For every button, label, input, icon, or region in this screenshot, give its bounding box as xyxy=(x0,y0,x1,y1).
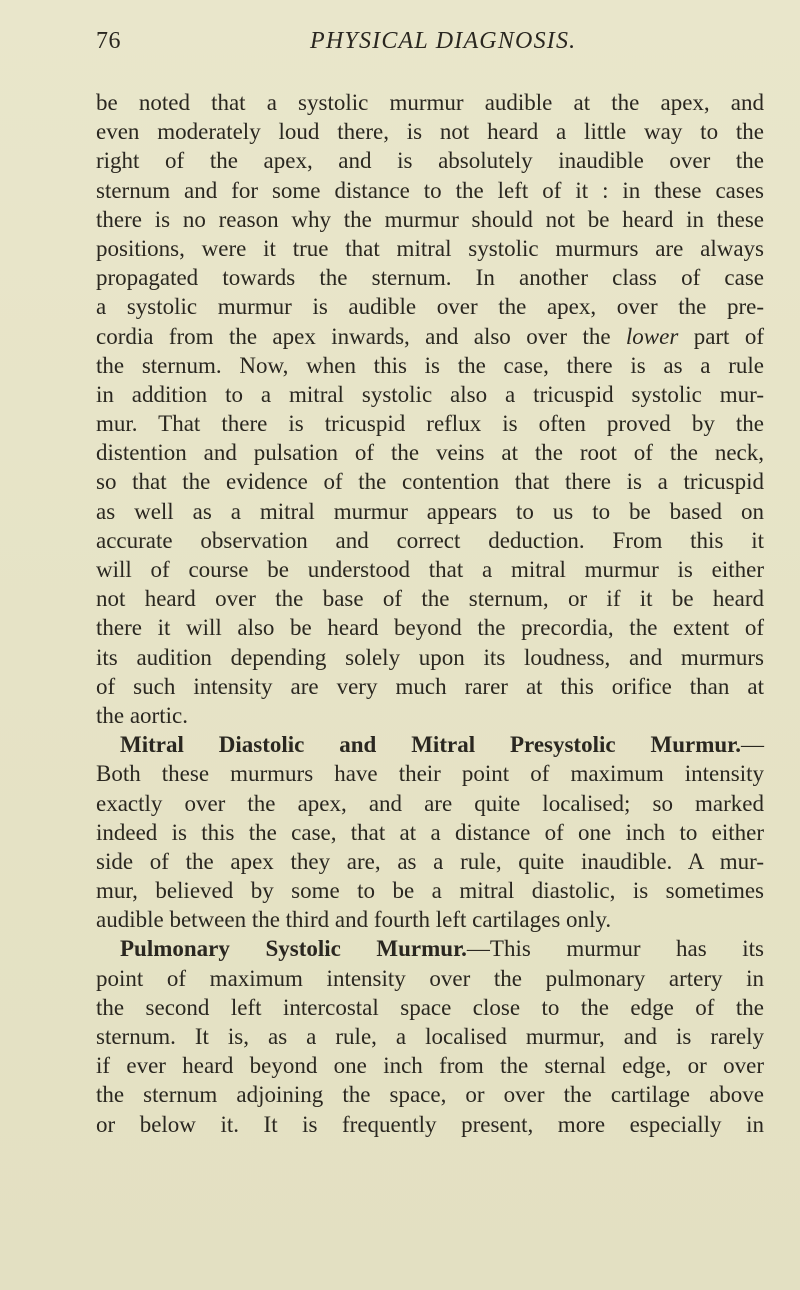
text-line: exactly over the apex, and are quite localised; so marked xyxy=(96,790,764,816)
section-heading-line xyxy=(96,730,764,759)
text-line: sternum. It is, as a rule, a localised murmur, and is rarely xyxy=(96,1024,764,1049)
text-line: even moderately loud there, is not heard a little way to the xyxy=(96,119,764,145)
line-text-end: —This murmur has its xyxy=(466,936,764,962)
line-text-end: part of xyxy=(678,323,764,349)
text-line: in addition to a mitral systolic also a tricuspid systolic mur- xyxy=(96,381,764,407)
text-line: a systolic murmur is audible over the apex, over the pre- xyxy=(96,294,764,320)
text-line: audible between the third and fourth left cartilages only. xyxy=(96,907,612,933)
text-line: accurate observation and correct deduction. From this it xyxy=(96,527,764,553)
text-line: or below it. It is frequently present, more especially in xyxy=(96,1111,764,1137)
text-line: its audition depending solely upon its loudness, and murmurs xyxy=(96,644,764,670)
text-line: not heard over the base of the sternum, or if it be heard xyxy=(96,586,764,612)
text-line: there it will also be heard beyond the precordia, the extent of xyxy=(96,615,764,641)
text-line: indeed is this the case, that at a distance of one inch to either xyxy=(96,819,764,845)
line-text-end: — xyxy=(741,732,764,758)
text-line: side of the apex they are, as a rule, quite inaudible. A mur- xyxy=(96,848,764,874)
text-line: of such intensity are very much rarer at this orifice than at xyxy=(96,673,764,699)
page-header xyxy=(96,28,764,62)
text-line: sternum and for some distance to the left of it : in these cases xyxy=(96,177,764,203)
text-line: propagated towards the sternum. In another class of case xyxy=(96,265,764,291)
text-line: mur, believed by some to be a mitral diastolic, is sometimes xyxy=(96,878,764,904)
text-line: there is no reason why the murmur should not be heard in these xyxy=(96,206,764,232)
text-line: Both these murmurs have their point of maximum intensity xyxy=(96,761,764,787)
text-line: the second left intercostal space close to the edge of the xyxy=(96,994,764,1020)
text-line: be noted that a systolic murmur audible at the apex, and xyxy=(96,90,764,115)
text-line: the aortic. xyxy=(96,702,188,728)
text-line: as well as a mitral murmur appears to us to be based on xyxy=(96,498,764,524)
text-line: if ever heard beyond one inch from the sternal edge, or over xyxy=(96,1053,764,1079)
line-text-start: cordia from the apex inwards, and also over the xyxy=(96,323,626,349)
text-line: distention and pulsation of the veins at the root of the neck, xyxy=(96,440,764,466)
body-text xyxy=(96,88,764,1139)
text-line: positions, were it true that mitral systolic murmurs are always xyxy=(96,235,764,261)
text-line: so that the evidence of the contention that there is a tricuspid xyxy=(96,469,764,495)
text-line xyxy=(96,322,764,351)
text-line: the sternum. Now, when this is the case, there is as a rule xyxy=(96,352,764,378)
text-line: point of maximum intensity over the pulmonary artery in xyxy=(96,965,764,991)
italic-word: lower xyxy=(625,323,679,349)
section-heading: Mitral Diastolic and Mitral Presystolic Murmur. xyxy=(120,732,741,758)
section-heading-line xyxy=(96,934,764,963)
text-line: right of the apex, and is absolutely inaudible over the xyxy=(96,148,764,174)
text-line: the sternum adjoining the space, or over the cartilage above xyxy=(96,1082,764,1108)
page-number: 76 xyxy=(96,28,121,54)
section-heading: Pulmonary Systolic Murmur. xyxy=(120,936,467,962)
running-head: PHYSICAL DIAGNOSIS. xyxy=(310,28,577,54)
text-line: will of course be understood that a mitral murmur is either xyxy=(96,557,764,582)
text-line: mur. That there is tricuspid reflux is often proved by the xyxy=(96,411,764,437)
